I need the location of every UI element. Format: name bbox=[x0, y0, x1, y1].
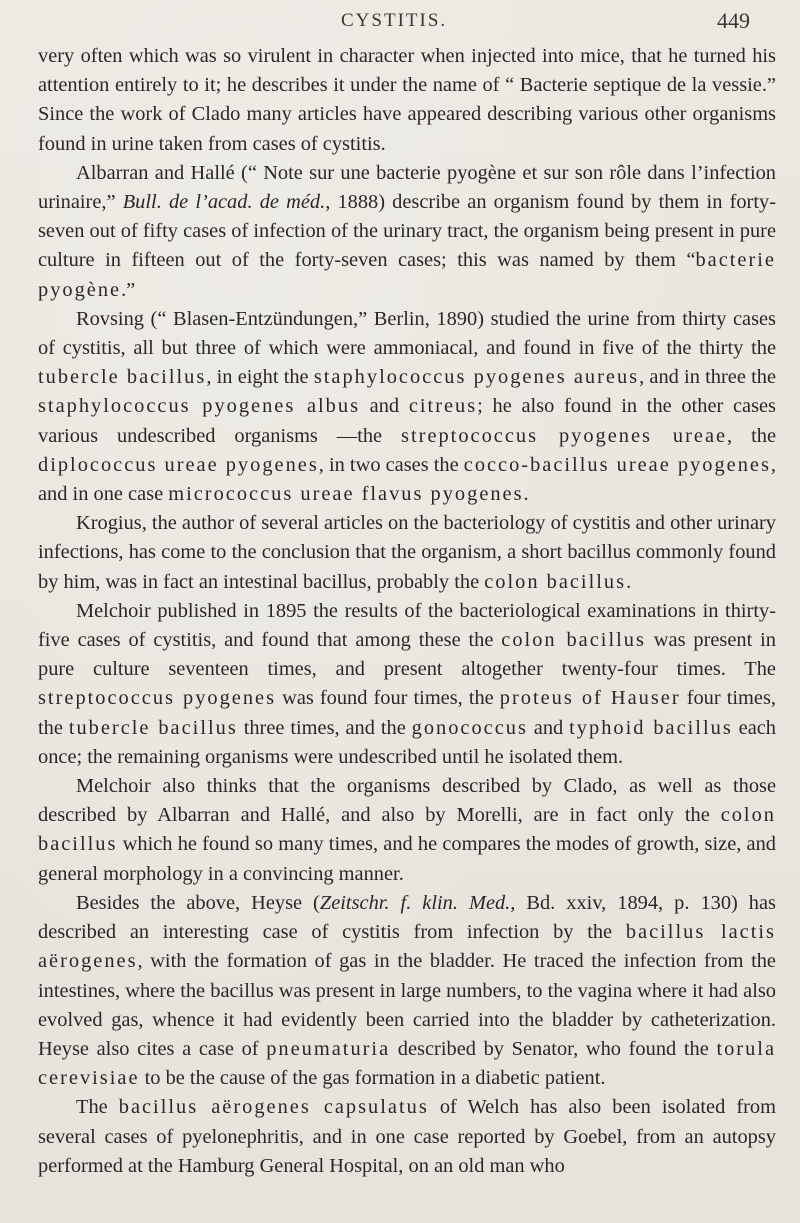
text-run: Melchoir published in 1895 the results of the bacteriological examinations in thirty-five cases of cystitis, and found that among these the bbox=[38, 599, 776, 652]
paragraph bbox=[38, 772, 776, 889]
text-run: .” bbox=[121, 278, 136, 301]
spaced-term: streptococcus pyogenes bbox=[38, 687, 277, 710]
spaced-term: pneumaturia bbox=[266, 1037, 391, 1060]
body-text bbox=[38, 42, 776, 1181]
paragraph bbox=[38, 509, 776, 597]
spaced-term: bacterie pyogène bbox=[38, 249, 776, 301]
text-run: Besides the above, Heyse ( bbox=[76, 891, 320, 914]
text-run: which he found so many times, and he compares the modes of growth, size, and general morphology in a convincing manner. bbox=[38, 833, 776, 885]
text-run: described by Senator, who found the bbox=[390, 1037, 717, 1060]
text-run: was present in pure culture seventeen times, and present altogether twenty-four times. The bbox=[38, 629, 777, 681]
text-run: , with the formation of gas in the bladder. He traced the infection from the intestines, where the bacillus was present in large numbers, to the vagina where it had also evolved gas, whence it had evidently been carried into the bladder by catheterization. Heyse also cites a case of bbox=[38, 950, 776, 1060]
text-run: and bbox=[527, 716, 570, 739]
text-run: and bbox=[360, 395, 409, 418]
text-run: three times, and the bbox=[237, 716, 412, 739]
text-run: Albarran and Hallé (“ Note sur une bacterie pyogène et sur son rôle dans l’infection urinaire,” bbox=[38, 161, 776, 214]
spaced-term: bacillus aërogenes capsulatus bbox=[118, 1096, 429, 1119]
spaced-term: staphylococcus pyogenes albus bbox=[38, 395, 360, 418]
paragraph bbox=[38, 159, 776, 305]
spaced-term: typhoid bacillus bbox=[569, 716, 733, 739]
spaced-term: cocco-bacillus ureae pyogenes bbox=[463, 453, 771, 476]
text-run: , 1888) describe an organism found by them in forty-seven out of fifty cases of infection of the urinary tract, the organism being present in pure culture in fifteen out of the forty-seven cases; this was named by them “ bbox=[38, 191, 776, 272]
paragraph bbox=[38, 597, 776, 772]
spaced-term: staphylococcus pyogenes aureus bbox=[313, 366, 640, 389]
spaced-term: bacillus lactis aërogenes bbox=[38, 921, 776, 973]
spaced-term: tubercle bacillus bbox=[38, 366, 207, 389]
text-run: of Welch has also been isolated from several cases of pyelonephritis, and in one case reported by Goebel, from an autopsy performed at the Hamburg General Hospital, on an old man who bbox=[38, 1096, 776, 1177]
text-run: . bbox=[523, 483, 529, 506]
spaced-term: gonococcus bbox=[411, 716, 528, 739]
text-run: was found four times, the bbox=[276, 687, 500, 710]
text-run: The bbox=[76, 1096, 119, 1119]
spaced-term: streptococcus pyogenes ureae bbox=[401, 424, 728, 447]
spaced-term: colon bacillus bbox=[38, 804, 776, 856]
text-run: , and in one case bbox=[38, 453, 776, 506]
spaced-term: diplococcus ureae pyogenes bbox=[38, 453, 319, 476]
paragraph bbox=[38, 305, 776, 509]
italic-citation: Bull. de l’acad. de méd. bbox=[122, 191, 326, 214]
text-run: ; he also found in the other cases various undescribed organisms —the bbox=[38, 395, 776, 447]
paragraph bbox=[38, 1093, 776, 1181]
spaced-term: micrococcus ureae flavus pyogenes bbox=[168, 483, 524, 506]
text-run: Krogius, the author of several articles on the bacteriology of cystitis and other urinary infections, has come to the conclusion that the organism, a short bacillus commonly found by him, was in fact an intestinal bacillus, probably the bbox=[38, 512, 776, 593]
text-run: , and in three the bbox=[639, 366, 777, 389]
paragraph bbox=[38, 889, 776, 1093]
text-run: , in two cases the bbox=[318, 453, 464, 476]
text-run: , the bbox=[727, 424, 776, 447]
running-title: CYSTITIS. bbox=[341, 10, 448, 31]
spaced-term: tubercle bacillus bbox=[68, 716, 238, 739]
spaced-term: proteus of Hauser bbox=[499, 687, 681, 710]
italic-citation: Zeitschr. f. klin. Med. bbox=[319, 891, 511, 914]
spaced-term: citreus bbox=[408, 395, 478, 418]
text-run: , Bd. xxiv, 1894, p. 130) has described an interesting case of cystitis from infection by the bbox=[38, 891, 776, 944]
spaced-term: colon bacillus bbox=[484, 570, 627, 593]
text-run: to be the cause of the gas formation in a diabetic patient. bbox=[139, 1067, 606, 1090]
text-run: four times, the bbox=[38, 687, 776, 739]
text-run: . bbox=[626, 570, 632, 593]
spaced-term: colon bacillus bbox=[501, 629, 646, 652]
paragraph bbox=[38, 42, 776, 159]
running-head bbox=[0, 4, 800, 38]
spaced-term: torula cerevisiae bbox=[38, 1037, 776, 1090]
text-run: very often which was so virulent in character when injected into mice, that he turned his attention entirely to it; he describes it under the name of “ Bacterie septique de la vessie.” Since the work of Clado many articles have appeared describing various other organisms found in urine taken from cases of cystitis. bbox=[38, 45, 776, 155]
text-run: each once; the remaining organisms were undescribed until he isolated them. bbox=[38, 716, 777, 768]
text-run: Melchoir also thinks that the organisms described by Clado, as well as those described by Albarran and Hallé, and also by Morelli, are in fact only the bbox=[38, 775, 776, 827]
text-run: Rovsing (“ Blasen-Entzündungen,” Berlin, 1890) studied the urine from thirty cases of cystitis, all but three of which were ammoniacal, and found in five of the thirty the bbox=[38, 307, 776, 360]
text-run: , in eight the bbox=[206, 366, 314, 389]
page-number: 449 bbox=[717, 8, 750, 33]
